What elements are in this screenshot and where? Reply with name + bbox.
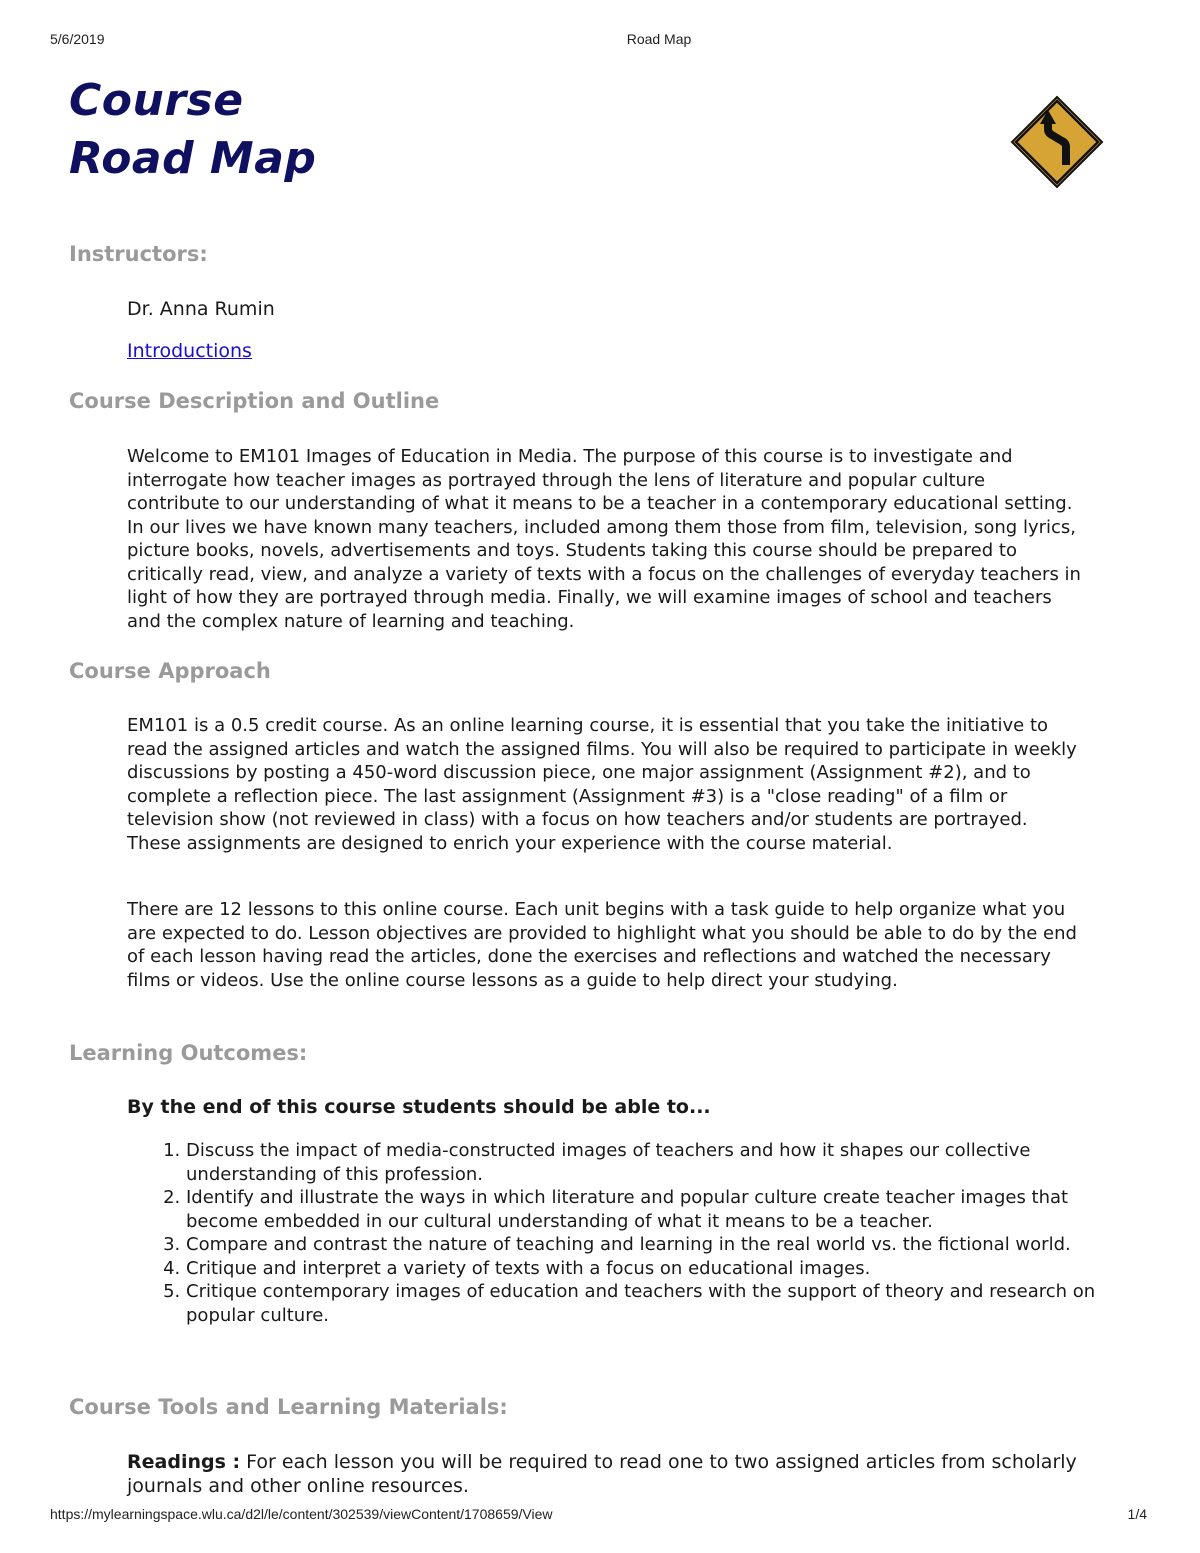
page-title-line1: Course (69, 75, 244, 126)
readings-label: Readings : (127, 1451, 241, 1473)
page-title (69, 72, 316, 188)
readings-text: For each lesson you will be required to read one to two assigned articles from scholarly journals and other online resources. (127, 1451, 1077, 1497)
approach-paragraph-1: EM101 is a 0.5 credit course. As an online learning course, it is essential that you take the initiative to read the assigned articles and watch the assigned films. You will also be required to participate in weekly discussions by posting a 450-word discussion piece, one major assignment (Assignment #2), and to complete a reflection piece. The last assignment (Assignment #3) is a "close reading" of a film or television show (not reviewed in class) with a focus on how teachers and/or students are portrayed. These assignments are designed to enrich your experience with the course material. (127, 715, 1077, 854)
outcomes-lead: By the end of this course students should be able to... (127, 1096, 711, 1118)
page-number: 1/4 (1127, 1506, 1147, 1522)
list-item: 3. Compare and contrast the nature of teaching and learning in the real world vs. the fictional world. (186, 1233, 1141, 1257)
description-heading: Course Description and Outline (69, 389, 440, 413)
readings-paragraph (127, 1451, 1082, 1498)
outcomes-list (127, 1139, 1141, 1327)
print-footer (0, 1506, 1200, 1526)
page-title-line2: Road Map (69, 133, 317, 184)
outcomes-heading: Learning Outcomes: (69, 1041, 308, 1065)
tools-heading: Course Tools and Learning Materials: (69, 1395, 508, 1419)
print-date: 5/6/2019 (50, 31, 105, 47)
description-body: Welcome to EM101 Images of Education in Media. The purpose of this course is to investigate and interrogate how teacher images as portrayed through the lens of literature and popular culture contribute to our understanding of what it means to be a teacher in a contemporary educational setting. In our lives we have known many teachers, included among them those from film, television, song lyrics, picture books, novels, advertisements and toys. Students taking this course should be prepared to critically read, view, and analyze a variety of texts with a focus on the challenges of everyday teachers in light of how they are portrayed through media. Finally, we will examine images of school and teachers and the complex nature of learning and teaching. (127, 446, 1081, 632)
reverse-curve-road-sign-icon (1010, 95, 1104, 189)
list-item: 1. Discuss the impact of media-constructed images of teachers and how it shapes our collective understanding of this profession. (186, 1139, 1141, 1186)
approach-heading: Course Approach (69, 659, 271, 683)
instructor-name: Dr. Anna Rumin (127, 298, 275, 320)
list-item: 5. Critique contemporary images of education and teachers with the support of theory and research on popular culture. (186, 1280, 1141, 1327)
print-header (0, 31, 1200, 51)
print-title: Road Map (626, 31, 692, 47)
instructors-heading: Instructors: (69, 242, 208, 266)
approach-paragraph-2: There are 12 lessons to this online course. Each unit begins with a task guide to help organize what you are expected to do. Lesson objectives are provided to highlight what you should be able to do by the end of each lesson having read the articles, done the exercises and reflections and watched the necessary films or videos. Use the online course lessons as a guide to help direct your studying. (127, 899, 1077, 991)
list-item: 4. Critique and interpret a variety of texts with a focus on educational images. (186, 1257, 1141, 1281)
list-item: 2. Identify and illustrate the ways in which literature and popular culture create teacher images that become embedded in our cultural understanding of what it means to be a teacher. (186, 1186, 1141, 1233)
introductions-link[interactable]: Introductions (127, 340, 252, 362)
print-url: https://mylearningspace.wlu.ca/d2l/le/content/302539/viewContent/1708659/View (50, 1506, 553, 1522)
